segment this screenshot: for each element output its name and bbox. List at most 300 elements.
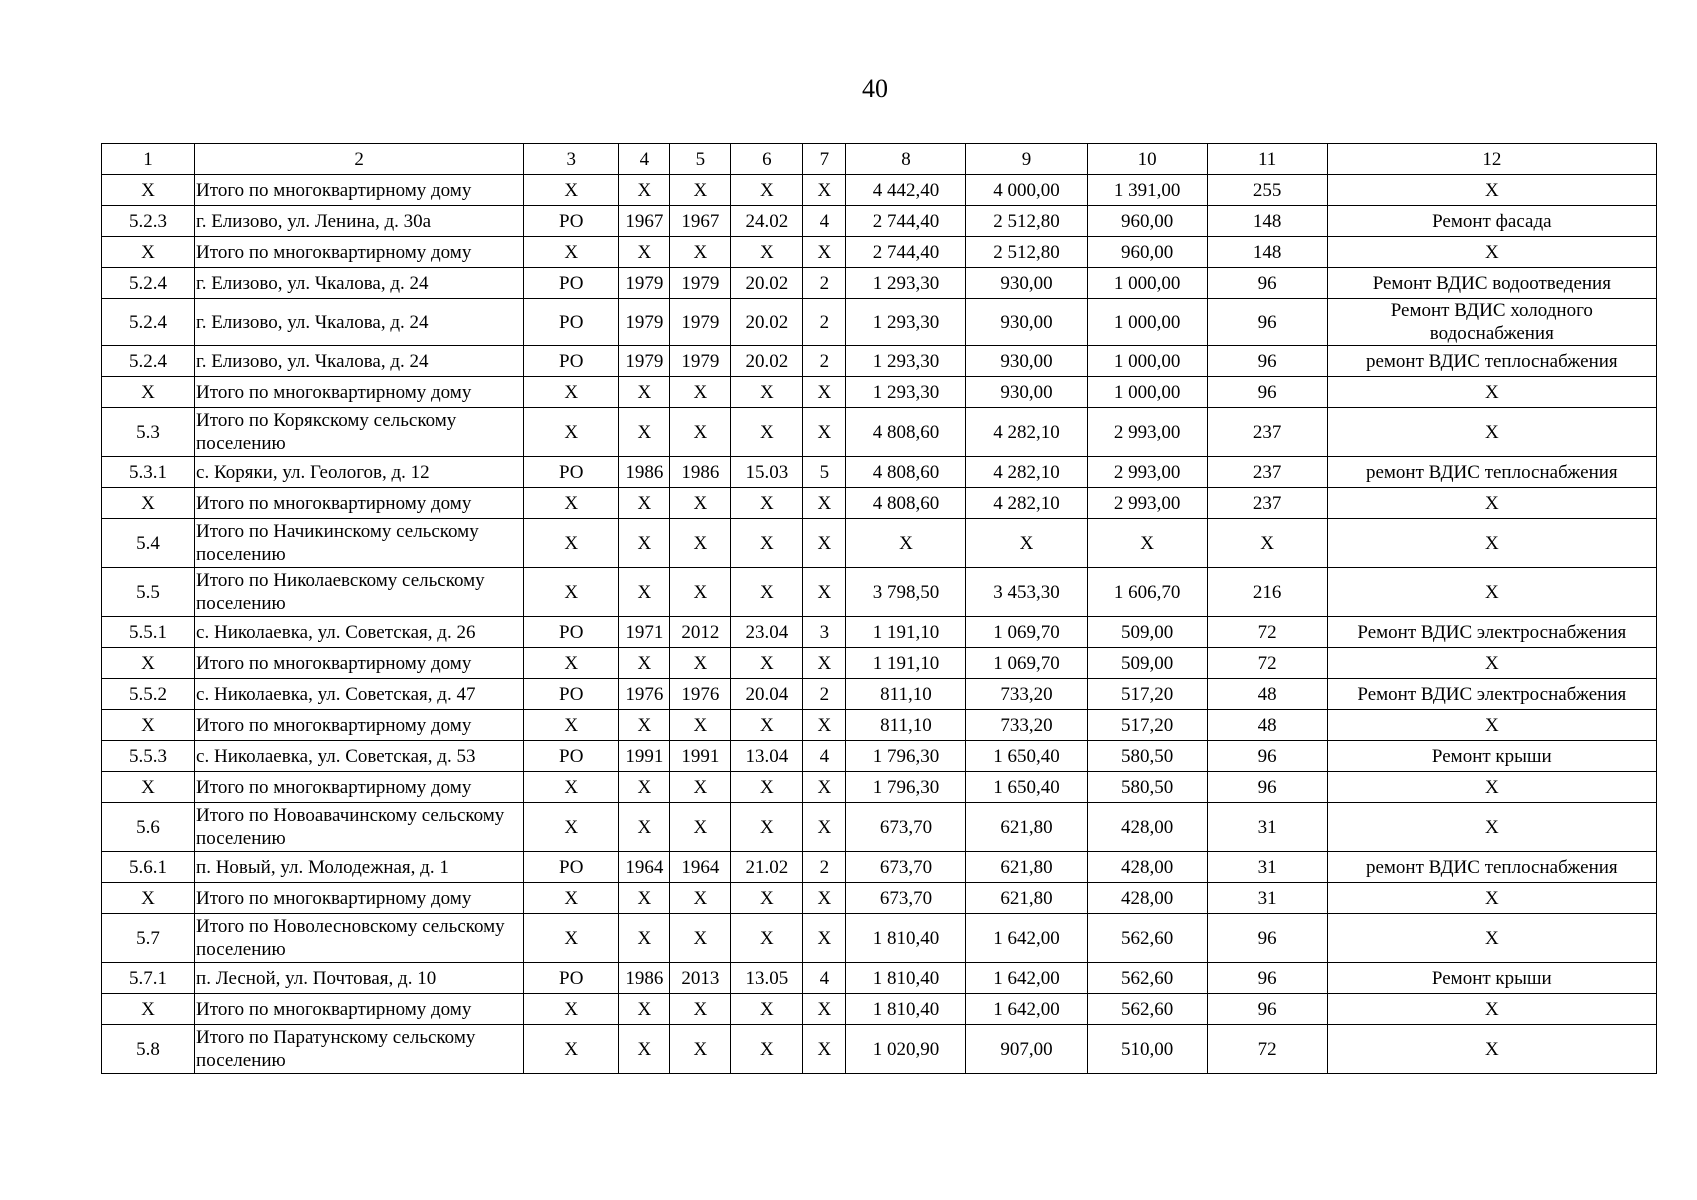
table-row (102, 803, 1657, 852)
table-cell: Х (731, 803, 803, 852)
table-cell: 907,00 (966, 1025, 1087, 1074)
table-cell: 72 (1207, 1025, 1327, 1074)
table-cell: 1 293,30 (846, 299, 966, 346)
table-row (102, 710, 1657, 741)
table-cell: Х (1207, 519, 1327, 568)
table-cell: 1979 (619, 299, 670, 346)
table-row (102, 237, 1657, 268)
table-cell: ремонт ВДИС теплоснабжения (1327, 346, 1656, 377)
table-cell: 673,70 (846, 852, 966, 883)
table-cell: Х (524, 519, 619, 568)
table-cell: Х (619, 883, 670, 914)
table-cell: 96 (1207, 914, 1327, 963)
table-cell: Х (846, 519, 966, 568)
table-cell: 1991 (670, 741, 731, 772)
table-cell: Х (102, 772, 195, 803)
table-cell: Х (731, 175, 803, 206)
table-cell: 5.7 (102, 914, 195, 963)
table-cell: 237 (1207, 408, 1327, 457)
table-cell: Х (619, 803, 670, 852)
address-cell: Итого по многоквартирному дому (195, 772, 524, 803)
table-cell: 13.05 (731, 963, 803, 994)
table-cell: 1971 (619, 617, 670, 648)
table-cell: 2 744,40 (846, 237, 966, 268)
table-cell: 4 000,00 (966, 175, 1087, 206)
table-cell: Ремонт фасада (1327, 206, 1656, 237)
address-cell: Итого по многоквартирному дому (195, 883, 524, 914)
table-cell: Х (803, 803, 846, 852)
table-cell: Х (1327, 710, 1656, 741)
table-cell: Х (731, 488, 803, 519)
address-cell: Итого по Николаевскому сельскому поселению (195, 568, 524, 617)
table-cell: Х (731, 994, 803, 1025)
table-cell: 96 (1207, 963, 1327, 994)
table-cell: 562,60 (1087, 994, 1207, 1025)
table-cell: 1 293,30 (846, 346, 966, 377)
table-cell: 930,00 (966, 346, 1087, 377)
table-cell: РО (524, 299, 619, 346)
table-cell: Х (1327, 772, 1656, 803)
table-cell: Х (670, 568, 731, 617)
table-cell: РО (524, 457, 619, 488)
table-cell: Х (670, 175, 731, 206)
table-cell: 4 (803, 963, 846, 994)
header-cell: 8 (846, 144, 966, 175)
table-cell: Ремонт ВДИС холодного водоснабжения (1327, 299, 1656, 346)
table-cell: 1 810,40 (846, 914, 966, 963)
table-cell: Х (102, 377, 195, 408)
table-cell: 1 650,40 (966, 772, 1087, 803)
table-cell: 1 293,30 (846, 377, 966, 408)
table-cell: 1 642,00 (966, 914, 1087, 963)
address-cell: г. Елизово, ул. Чкалова, д. 24 (195, 346, 524, 377)
data-table (101, 143, 1657, 1074)
table-cell: 2 (803, 268, 846, 299)
table-cell: Х (102, 175, 195, 206)
table-cell: Х (803, 648, 846, 679)
table-row (102, 299, 1657, 346)
table-header-row (102, 144, 1657, 175)
table-cell: 1 293,30 (846, 268, 966, 299)
address-cell: Итого по Паратунскому сельскому поселению (195, 1025, 524, 1074)
table-cell: 930,00 (966, 377, 1087, 408)
table-cell: 811,10 (846, 679, 966, 710)
table-cell: РО (524, 206, 619, 237)
table-cell: Х (524, 883, 619, 914)
address-cell: Итого по многоквартирному дому (195, 994, 524, 1025)
header-cell: 6 (731, 144, 803, 175)
table-cell: 13.04 (731, 741, 803, 772)
table-cell: Х (670, 710, 731, 741)
table-row (102, 377, 1657, 408)
table-cell: Х (731, 237, 803, 268)
table-cell: Х (619, 914, 670, 963)
table-cell: Х (803, 237, 846, 268)
table-cell: 237 (1207, 457, 1327, 488)
table-cell: 96 (1207, 994, 1327, 1025)
table-cell: 960,00 (1087, 206, 1207, 237)
header-cell: 2 (195, 144, 524, 175)
table-cell: 20.02 (731, 346, 803, 377)
address-cell: Итого по многоквартирному дому (195, 488, 524, 519)
table-cell: 1964 (619, 852, 670, 883)
table-cell: 621,80 (966, 852, 1087, 883)
header-cell: 11 (1207, 144, 1327, 175)
table-row (102, 206, 1657, 237)
table-cell: Ремонт ВДИС электроснабжения (1327, 617, 1656, 648)
table-cell: Х (803, 994, 846, 1025)
table-cell: 517,20 (1087, 679, 1207, 710)
table-cell: 1 810,40 (846, 994, 966, 1025)
table-cell: 1 000,00 (1087, 299, 1207, 346)
table-cell: Х (524, 1025, 619, 1074)
table-cell: 1986 (619, 963, 670, 994)
table-cell: 5.7.1 (102, 963, 195, 994)
table-cell: 1986 (619, 457, 670, 488)
table-cell: 2 993,00 (1087, 408, 1207, 457)
table-cell: Х (102, 883, 195, 914)
table-cell: 1 020,90 (846, 1025, 966, 1074)
table-cell: 2 512,80 (966, 237, 1087, 268)
table-cell: 31 (1207, 803, 1327, 852)
table-cell: Х (731, 408, 803, 457)
table-cell: Х (1327, 914, 1656, 963)
address-cell: Итого по многоквартирному дому (195, 377, 524, 408)
table-cell: 31 (1207, 852, 1327, 883)
table-cell: 20.02 (731, 268, 803, 299)
table-cell: Х (803, 377, 846, 408)
table-cell: 562,60 (1087, 963, 1207, 994)
table-cell: 733,20 (966, 710, 1087, 741)
table-cell: Х (803, 175, 846, 206)
table-cell: Х (670, 237, 731, 268)
table-cell: 5.4 (102, 519, 195, 568)
table-cell: Х (803, 408, 846, 457)
address-cell: с. Николаевка, ул. Советская, д. 53 (195, 741, 524, 772)
table-cell: 4 808,60 (846, 457, 966, 488)
table-row (102, 772, 1657, 803)
table-cell: Х (619, 1025, 670, 1074)
table-cell: 1 650,40 (966, 741, 1087, 772)
header-cell: 10 (1087, 144, 1207, 175)
table-cell: РО (524, 268, 619, 299)
address-cell: п. Новый, ул. Молодежная, д. 1 (195, 852, 524, 883)
table-cell: 509,00 (1087, 617, 1207, 648)
table-cell: Х (1327, 237, 1656, 268)
table-cell: Х (803, 914, 846, 963)
header-cell: 4 (619, 144, 670, 175)
table-cell: 1 000,00 (1087, 268, 1207, 299)
table-cell: Х (966, 519, 1087, 568)
table-cell: 621,80 (966, 883, 1087, 914)
table-row (102, 994, 1657, 1025)
table-cell: 517,20 (1087, 710, 1207, 741)
table-cell: Х (524, 408, 619, 457)
table-cell: Х (670, 1025, 731, 1074)
table-row (102, 963, 1657, 994)
table-cell: 1 000,00 (1087, 377, 1207, 408)
table-cell: 1979 (670, 346, 731, 377)
table-cell: 72 (1207, 617, 1327, 648)
table-cell: Х (524, 568, 619, 617)
table-cell: 5.2.3 (102, 206, 195, 237)
table-cell: 5.2.4 (102, 299, 195, 346)
table-cell: Х (731, 914, 803, 963)
table-cell: 1986 (670, 457, 731, 488)
header-cell: 9 (966, 144, 1087, 175)
table-cell: Х (619, 519, 670, 568)
table-cell: 5.2.4 (102, 268, 195, 299)
table-cell: Х (524, 914, 619, 963)
table-cell: 960,00 (1087, 237, 1207, 268)
table-cell: 1964 (670, 852, 731, 883)
table-cell: Х (524, 803, 619, 852)
table-cell: 1 069,70 (966, 617, 1087, 648)
table-cell: 3 453,30 (966, 568, 1087, 617)
table-cell: Х (731, 772, 803, 803)
table-cell: Х (524, 377, 619, 408)
table-row (102, 568, 1657, 617)
address-cell: г. Елизово, ул. Чкалова, д. 24 (195, 268, 524, 299)
table-cell: Х (670, 994, 731, 1025)
table-cell: 1 796,30 (846, 741, 966, 772)
table-cell: Х (102, 994, 195, 1025)
table-cell: Х (619, 568, 670, 617)
table-row (102, 914, 1657, 963)
table-cell: Х (803, 488, 846, 519)
table-cell: 4 (803, 741, 846, 772)
table-cell: 237 (1207, 488, 1327, 519)
header-cell: 12 (1327, 144, 1656, 175)
table-cell: Х (1327, 519, 1656, 568)
table-cell: Х (803, 772, 846, 803)
table-cell: Х (670, 377, 731, 408)
table-cell: 5 (803, 457, 846, 488)
table-cell: Х (619, 994, 670, 1025)
table-cell: Х (524, 994, 619, 1025)
header-cell: 1 (102, 144, 195, 175)
table-cell: 24.02 (731, 206, 803, 237)
table-cell: 1 810,40 (846, 963, 966, 994)
table-cell: 1 642,00 (966, 963, 1087, 994)
table-cell: 148 (1207, 237, 1327, 268)
table-cell: Х (1327, 994, 1656, 1025)
address-cell: Итого по многоквартирному дому (195, 237, 524, 268)
table-cell: Х (619, 175, 670, 206)
table-cell: 5.5 (102, 568, 195, 617)
table-cell: 733,20 (966, 679, 1087, 710)
table-cell: Х (670, 648, 731, 679)
table-cell: РО (524, 852, 619, 883)
table-cell: 930,00 (966, 268, 1087, 299)
table-cell: РО (524, 741, 619, 772)
table-cell: 20.04 (731, 679, 803, 710)
table-cell: Х (1327, 648, 1656, 679)
table-cell: Х (102, 648, 195, 679)
table-row (102, 1025, 1657, 1074)
table-cell: Х (803, 1025, 846, 1074)
table-cell: Х (619, 772, 670, 803)
header-cell: 3 (524, 144, 619, 175)
page-number: 40 (862, 74, 888, 103)
table-cell: 1 606,70 (1087, 568, 1207, 617)
table-cell: 2 (803, 346, 846, 377)
table-cell: Х (524, 237, 619, 268)
table-cell: Х (731, 883, 803, 914)
table-cell: 1979 (670, 268, 731, 299)
table-cell: Х (524, 648, 619, 679)
table-cell: Х (619, 648, 670, 679)
table-cell: 673,70 (846, 883, 966, 914)
table-cell: 580,50 (1087, 772, 1207, 803)
table-cell: 562,60 (1087, 914, 1207, 963)
table-cell: 4 808,60 (846, 408, 966, 457)
address-cell: с. Николаевка, ул. Советская, д. 47 (195, 679, 524, 710)
table-cell: 4 (803, 206, 846, 237)
table-cell: 96 (1207, 772, 1327, 803)
table-cell: 5.5.2 (102, 679, 195, 710)
table-cell: 1 391,00 (1087, 175, 1207, 206)
table-cell: 255 (1207, 175, 1327, 206)
table-cell: Х (1327, 408, 1656, 457)
table-cell: 96 (1207, 377, 1327, 408)
table-cell: 2012 (670, 617, 731, 648)
table-cell: 2 (803, 679, 846, 710)
table-cell: 4 282,10 (966, 488, 1087, 519)
table-cell: 2 744,40 (846, 206, 966, 237)
table-cell: Х (670, 883, 731, 914)
table-cell: 21.02 (731, 852, 803, 883)
table-cell: Х (524, 175, 619, 206)
table-cell: Х (1327, 488, 1656, 519)
address-cell: с. Николаевка, ул. Советская, д. 26 (195, 617, 524, 648)
table-cell: Ремонт ВДИС водоотведения (1327, 268, 1656, 299)
table-cell: 3 (803, 617, 846, 648)
table-cell: 621,80 (966, 803, 1087, 852)
table-cell: ремонт ВДИС теплоснабжения (1327, 457, 1656, 488)
table-cell: Х (619, 488, 670, 519)
table-cell: 2 512,80 (966, 206, 1087, 237)
table-cell: Х (731, 1025, 803, 1074)
header-cell: 5 (670, 144, 731, 175)
table-cell: 5.3.1 (102, 457, 195, 488)
address-cell: Итого по Корякскому сельскому поселению (195, 408, 524, 457)
address-cell: Итого по многоквартирному дому (195, 648, 524, 679)
table-row (102, 852, 1657, 883)
table-body (102, 144, 1657, 1074)
table-cell: Х (1087, 519, 1207, 568)
table-cell: Х (803, 519, 846, 568)
table-cell: Х (1327, 1025, 1656, 1074)
table-cell: Ремонт крыши (1327, 963, 1656, 994)
table-cell: Х (1327, 568, 1656, 617)
address-cell: Итого по Начикинскому сельскому поселению (195, 519, 524, 568)
table-cell: 5.6 (102, 803, 195, 852)
table-cell: 5.5.1 (102, 617, 195, 648)
table-cell: 96 (1207, 299, 1327, 346)
table-cell: 428,00 (1087, 852, 1207, 883)
address-cell: Итого по Новолесновскому сельскому поселению (195, 914, 524, 963)
table-cell: 811,10 (846, 710, 966, 741)
table-cell: 4 282,10 (966, 408, 1087, 457)
table-cell: Х (803, 710, 846, 741)
address-cell: п. Лесной, ул. Почтовая, д. 10 (195, 963, 524, 994)
table-cell: Х (619, 408, 670, 457)
table-cell: 1979 (619, 268, 670, 299)
table-row (102, 741, 1657, 772)
address-cell: г. Елизово, ул. Чкалова, д. 24 (195, 299, 524, 346)
table-cell: 428,00 (1087, 883, 1207, 914)
table-cell: Х (731, 519, 803, 568)
table-cell: 96 (1207, 268, 1327, 299)
table-cell: 510,00 (1087, 1025, 1207, 1074)
table-cell: Х (1327, 803, 1656, 852)
table-cell: Ремонт крыши (1327, 741, 1656, 772)
table-cell: Х (524, 710, 619, 741)
table-cell: 31 (1207, 883, 1327, 914)
table-cell: Х (670, 488, 731, 519)
table-cell: 5.5.3 (102, 741, 195, 772)
table-cell: 96 (1207, 741, 1327, 772)
table-cell: 3 798,50 (846, 568, 966, 617)
table-cell: 2 993,00 (1087, 457, 1207, 488)
table-cell: 4 808,60 (846, 488, 966, 519)
table-cell: Ремонт ВДИС электроснабжения (1327, 679, 1656, 710)
table-cell: 930,00 (966, 299, 1087, 346)
table-cell: 1 191,10 (846, 648, 966, 679)
table-cell: Х (803, 568, 846, 617)
table-cell: 673,70 (846, 803, 966, 852)
table-cell: 1 796,30 (846, 772, 966, 803)
table-cell: Х (102, 710, 195, 741)
table-cell: Х (1327, 377, 1656, 408)
table-row (102, 883, 1657, 914)
table-cell: 5.3 (102, 408, 195, 457)
table-cell: 48 (1207, 710, 1327, 741)
address-cell: с. Коряки, ул. Геологов, д. 12 (195, 457, 524, 488)
table-cell: 2013 (670, 963, 731, 994)
table-cell: ремонт ВДИС теплоснабжения (1327, 852, 1656, 883)
table-row (102, 175, 1657, 206)
table-cell: Х (670, 914, 731, 963)
table-cell: 5.8 (102, 1025, 195, 1074)
table-cell: 216 (1207, 568, 1327, 617)
header-cell: 7 (803, 144, 846, 175)
table-cell: 5.2.4 (102, 346, 195, 377)
table-cell: Х (731, 568, 803, 617)
table-cell: 148 (1207, 206, 1327, 237)
table-cell: Х (524, 488, 619, 519)
table-cell: 1 642,00 (966, 994, 1087, 1025)
table-row (102, 488, 1657, 519)
table-cell: Х (731, 710, 803, 741)
table-cell: 428,00 (1087, 803, 1207, 852)
table-cell: 1 069,70 (966, 648, 1087, 679)
table-cell: Х (670, 408, 731, 457)
table-cell: Х (670, 803, 731, 852)
address-cell: г. Елизово, ул. Ленина, д. 30а (195, 206, 524, 237)
table-cell: 1979 (670, 299, 731, 346)
table-cell: 48 (1207, 679, 1327, 710)
table-row (102, 519, 1657, 568)
table-row (102, 679, 1657, 710)
table-row (102, 648, 1657, 679)
table-cell: Х (619, 710, 670, 741)
table-row (102, 408, 1657, 457)
table-cell: 23.04 (731, 617, 803, 648)
table-cell: Х (619, 377, 670, 408)
table-cell: 96 (1207, 346, 1327, 377)
